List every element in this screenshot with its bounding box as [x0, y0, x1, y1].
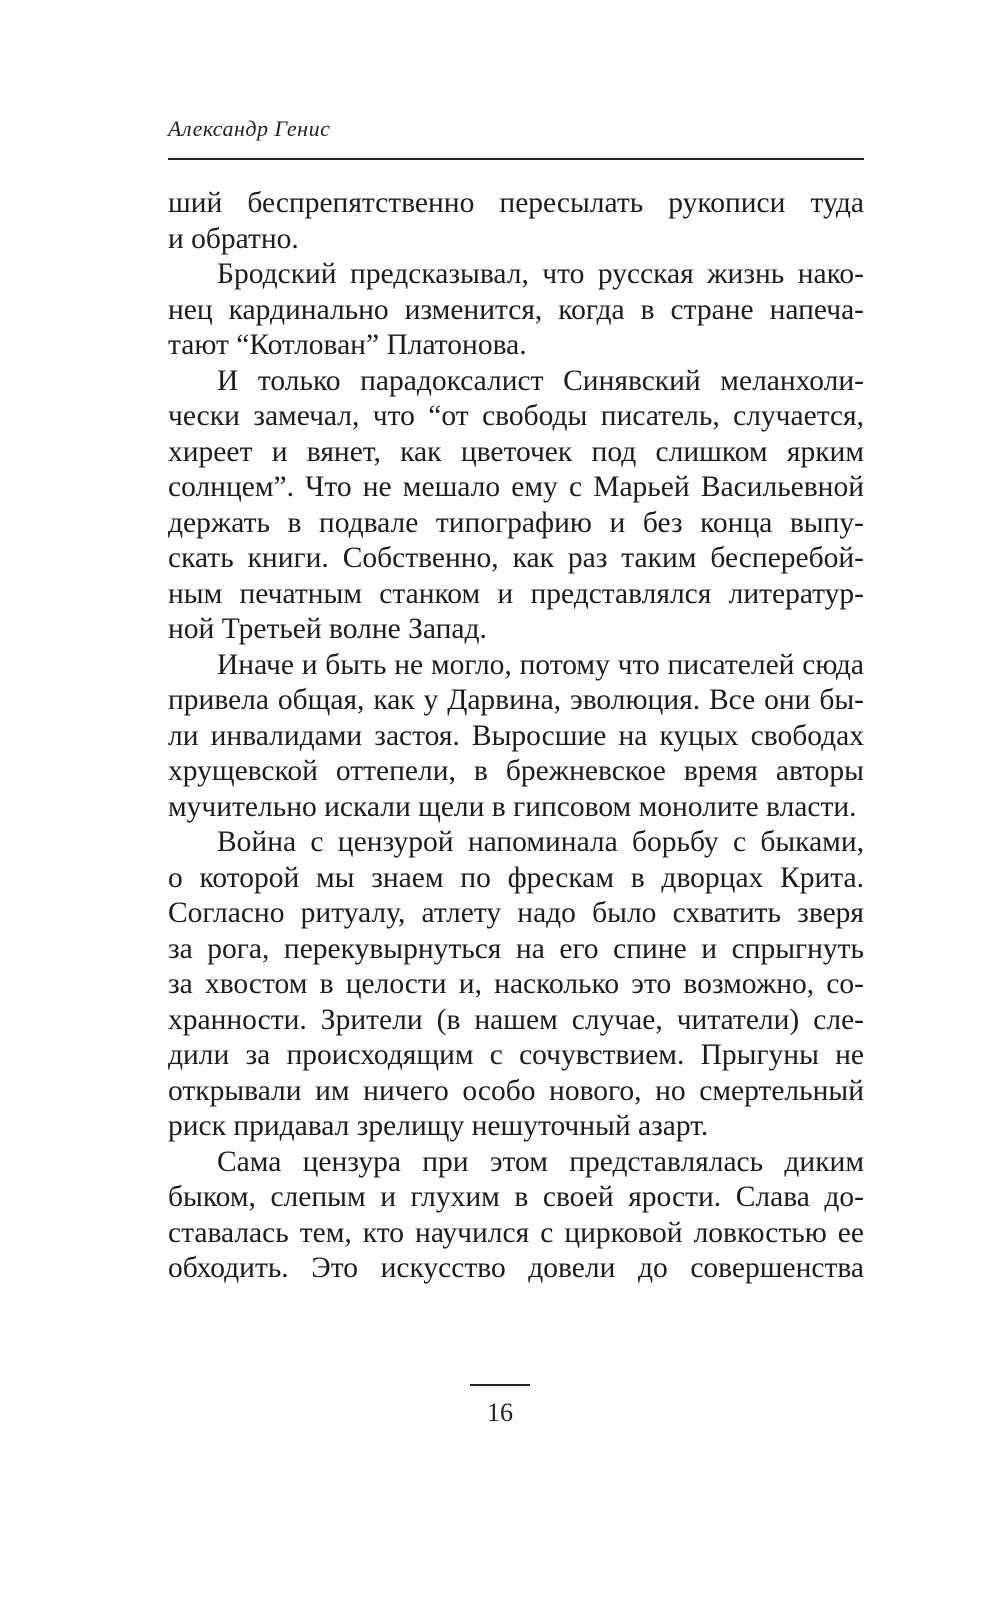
text-line: за хвостом в целости и, насколько это возможно, со-: [168, 968, 864, 1000]
text-line: быком, слепым и глухим в своей ярости. Слава до-: [168, 1181, 864, 1213]
paragraph: [168, 1145, 864, 1287]
text-line: скать книги. Собственно, как раз таким бесперебой-: [168, 542, 864, 574]
running-head-author: Александр Генис: [168, 116, 331, 141]
text-line: хиреет и вянет, как цветочек под слишком ярким: [168, 435, 864, 468]
text-line: и обратно.: [168, 222, 299, 255]
text-line: привела общая, как у Дарвина, эволюция. Все они бы-: [168, 684, 864, 716]
paragraph: [168, 648, 864, 826]
text-line: открывали им ничего особо нового, но смертельный: [168, 1074, 864, 1107]
text-line: чески замечал, что “от свободы писатель, случается,: [168, 400, 864, 432]
paragraph: [168, 257, 864, 364]
text-line: Война с цензурой напоминала борьбу с быками,: [217, 826, 864, 858]
folio-rule: [470, 1384, 530, 1386]
text-line: нец кардинально изменится, когда в стране напеча-: [168, 293, 864, 326]
text-line: держать в подвале типографию и без конца выпу-: [168, 506, 864, 539]
text-line: о которой мы знаем по фрескам в дворцах Крита.: [168, 861, 864, 894]
body-text: [168, 186, 864, 1287]
paragraph: [168, 825, 864, 1145]
text-line: мучительно искали щели в гипсовом монолите власти.: [168, 790, 857, 823]
page-number: 16: [487, 1398, 513, 1427]
text-line: солнцем”. Что не мешало ему с Марьей Васильевной: [168, 471, 864, 503]
text-line: Сама цензура при этом представлялась диким: [217, 1145, 864, 1178]
text-line: ным печатным станком и представлялся литератур-: [168, 577, 864, 610]
text-line: ший беспрепятственно пересылать рукописи туда: [168, 187, 864, 219]
paragraph: [168, 364, 864, 648]
paragraph: [168, 186, 864, 257]
text-line: за рога, перекувырнуться на его спине и спрыгнуть: [168, 932, 864, 965]
text-line: обходить. Это искусство довели до совершенства: [168, 1252, 864, 1284]
text-line: хранности. Зрители (в нашем случае, читатели) сле-: [168, 1003, 864, 1036]
text-line: И только парадоксалист Синявский меланхоли-: [217, 364, 864, 397]
text-line: риск придавал зрелищу нешуточный азарт.: [168, 1110, 709, 1142]
text-line: ли инвалидами застоя. Выросшие на куцых свободах: [168, 719, 864, 752]
header-rule: [168, 158, 864, 160]
text-line: тают “Котлован” Платонова.: [168, 329, 527, 361]
text-line: ной Третьей волне Запад.: [168, 613, 487, 645]
text-line: Бродский предсказывал, что русская жизнь нако-: [217, 258, 864, 290]
text-line: Иначе и быть не могло, потому что писателей сюда: [217, 648, 864, 681]
text-line: ставалась тем, кто научился с цирковой ловкостью ее: [168, 1216, 864, 1249]
text-line: дили за происходящим с сочувствием. Прыгуны не: [168, 1039, 864, 1071]
text-line: хрущевской оттепели, в брежневское время авторы: [168, 755, 864, 787]
text-line: Согласно ритуалу, атлету надо было схватить зверя: [168, 897, 864, 929]
